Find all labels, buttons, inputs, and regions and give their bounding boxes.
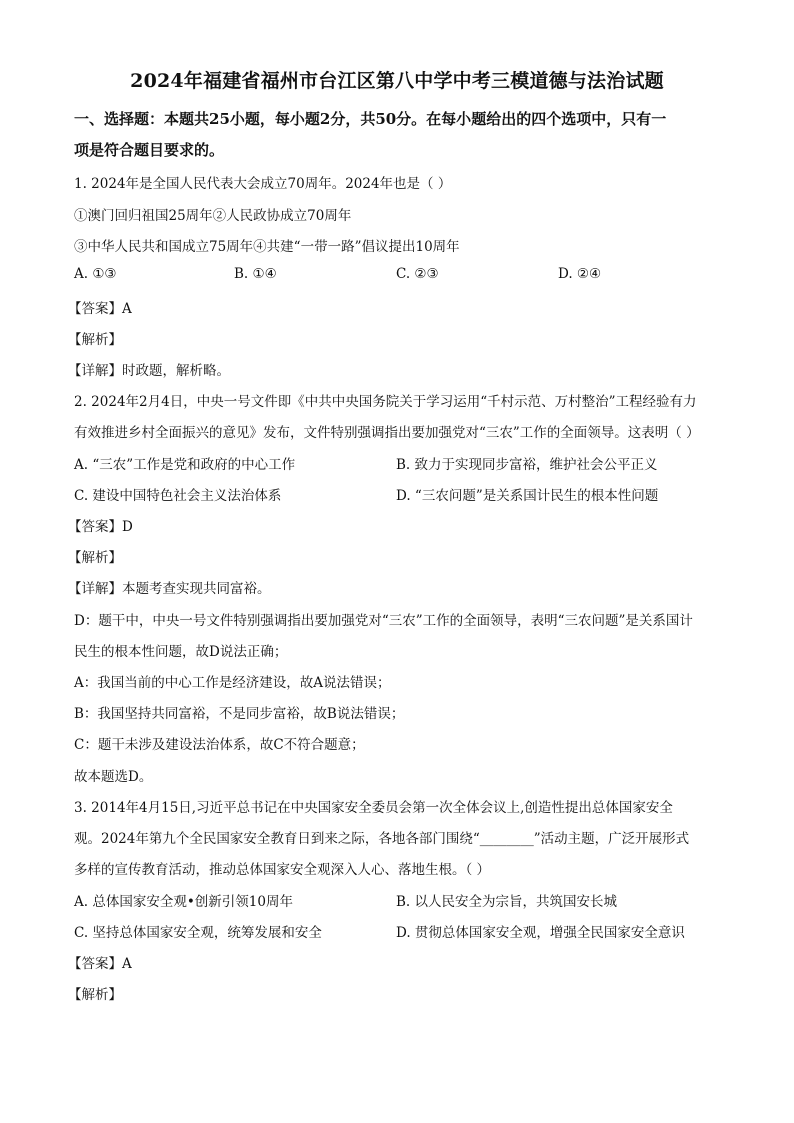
q2-explanation-line-5: C：题干未涉及建设法治体系，故C不符合题意； [74, 737, 365, 753]
q2-explanation-line-1: D：题干中，中央一号文件特别强调指出要加强党对“三农”工作的全面领导，表明“三农问题”是关系国计 [74, 613, 693, 629]
q2-explanation-line-2: 民生的根本性问题，故D说法正确； [74, 644, 288, 660]
q3-option-a: A. 总体国家安全观•创新引领10周年 [74, 894, 293, 910]
q2-option-c: C. 建设中国特色社会主义法治体系 [74, 488, 282, 504]
q3-analysis: 【解析】 [68, 987, 122, 1003]
q3-option-c: C. 坚持总体国家安全观，统筹发展和安全 [74, 925, 322, 941]
q1-answer: 【答案】A [68, 301, 132, 317]
q3-stem-line-3: 多样的宣传教育活动，推动总体国家安全观深入人心、落地生根。（ ） [74, 862, 491, 878]
q1-option-b: B. ①④ [234, 266, 277, 282]
q2-explanation-line-4: B：我国坚持共同富裕，不是同步富裕，故B说法错误； [74, 706, 405, 722]
q2-option-b: B. 致力于实现同步富裕，维护社会公平正义 [396, 457, 658, 473]
q1-item-2: ③中华人民共和国成立75周年④共建“一带一路”倡议提出10周年 [74, 239, 460, 255]
q1-option-a: A. ①③ [74, 266, 117, 282]
q2-option-d: D. “三农问题”是关系国计民生的根本性问题 [396, 488, 659, 504]
q2-explanation-line-3: A：我国当前的中心工作是经济建设，故A说法错误； [74, 675, 391, 691]
q2-analysis: 【解析】 [68, 550, 122, 566]
q1-option-c: C. ②③ [396, 266, 439, 282]
section-heading-line-2: 项是符合题目要求的。 [74, 141, 225, 159]
q3-option-d: D. 贯彻总体国家安全观，增强全民国家安全意识 [396, 925, 685, 941]
q2-stem-line-1: 2. 2024年2月4日，中央一号文件即《中共中央国务院关于学习运用“千村示范、万村整治”工程经验有力 [74, 394, 697, 410]
q3-stem-line-1: 3. 2014年4月15日,习近平总书记在中央国家安全委员会第一次全体会议上,创造性提出总体国家安全 [74, 800, 673, 816]
q1-detail: 【详解】时政题，解析略。 [68, 363, 230, 379]
document-title: 2024年福建省福州市台江区第八中学中考三模道德与法治试题 [130, 70, 664, 92]
q2-conclusion: 故本题选D。 [74, 769, 153, 785]
q1-stem: 1. 2024年是全国人民代表大会成立70周年。2024年也是（ ） [74, 176, 452, 192]
q3-option-b: B. 以人民安全为宗旨，共筑国安长城 [396, 894, 618, 910]
q3-answer: 【答案】A [68, 956, 132, 972]
q1-item-1: ①澳门回归祖国25周年②人民政协成立70周年 [74, 208, 352, 224]
q1-analysis: 【解析】 [68, 332, 122, 348]
q2-option-a: A. “三农”工作是党和政府的中心工作 [74, 457, 296, 473]
section-heading-line-1: 一、选择题：本题共25小题，每小题2分，共50分。在每小题给出的四个选项中，只有一 [74, 110, 667, 128]
q2-detail: 【详解】本题考查实现共同富裕。 [68, 581, 271, 597]
q1-option-d: D. ②④ [558, 266, 602, 282]
q2-stem-line-2: 有效推进乡村全面振兴的意见》发布，文件特别强调指出要加强党对“三农”工作的全面领导。这表明（ ） [74, 425, 700, 441]
q3-stem-line-2: 观。2024年第九个全民国家安全教育日到来之际，各地各部门围绕“________”活动主题，广泛开展形式 [74, 831, 690, 847]
q2-answer: 【答案】D [68, 519, 133, 535]
